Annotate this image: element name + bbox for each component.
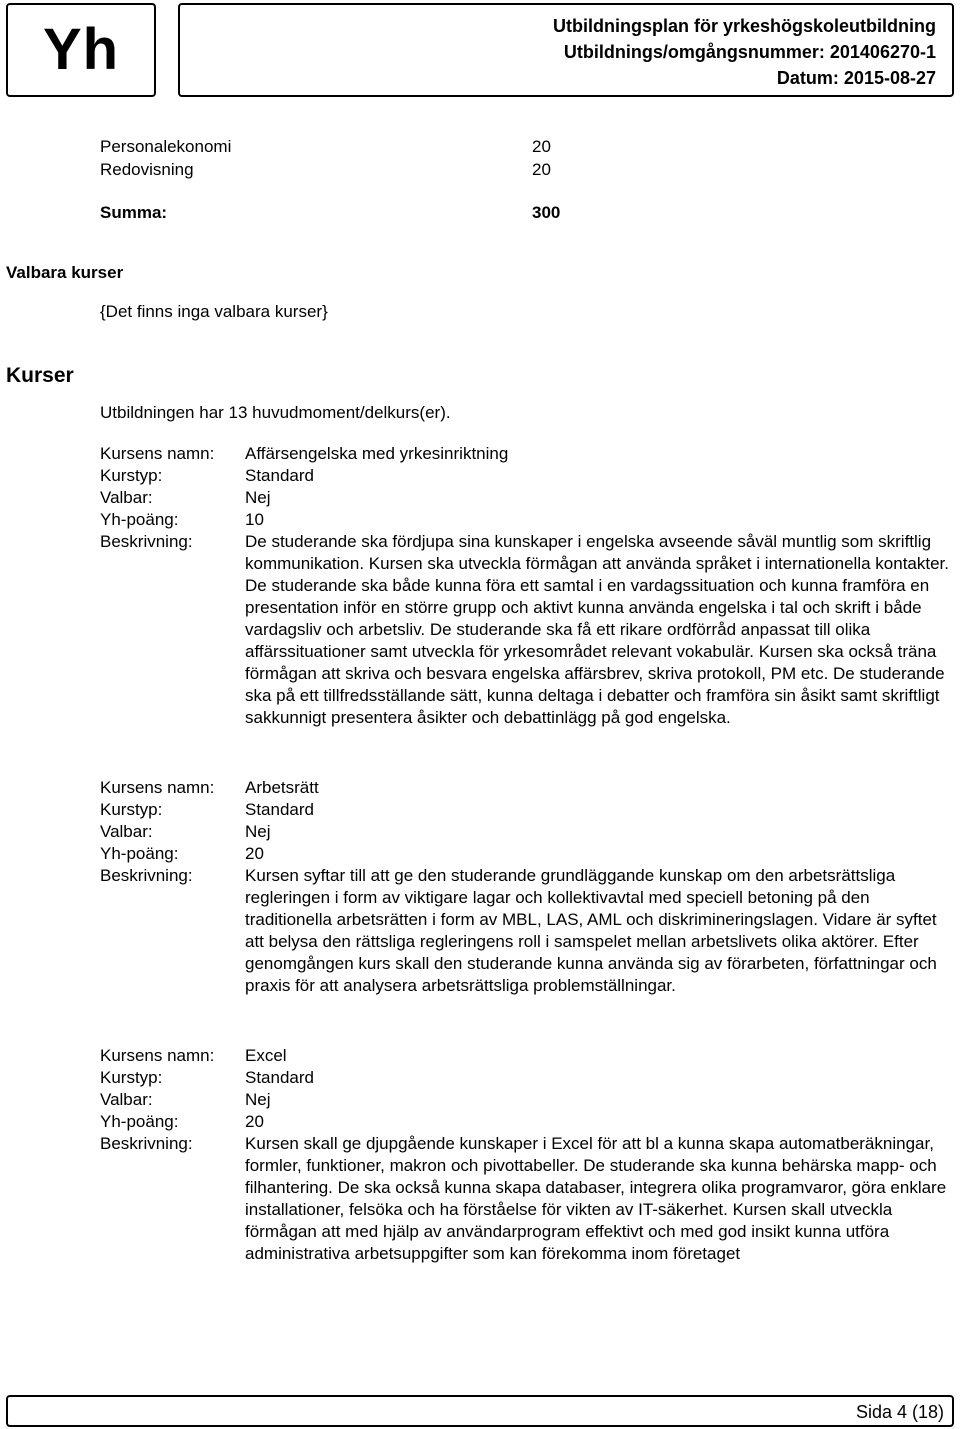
document-title: Utbildningsplan för yrkeshögskoleutbildning (552, 16, 936, 36)
elective-note: {Det finns inga valbara kurser} (100, 302, 328, 321)
logo (6, 3, 156, 97)
course-block (100, 1045, 960, 1265)
course-elective-label: Valbar: (100, 822, 153, 841)
elective-heading: Valbara kurser (6, 263, 124, 282)
course-description: Kursen syftar till att ge den studerande grundläggande kunskap om den arbetsrättsliga regleringen i form av viktigare lagar och kollektivavtal med speciell betoning på den traditionella arbetsrätten i form av MBL, LAS, AML och diskrimineringslagen. Vidare är syftet att belysa den rättsliga regleringens roll i samspelet mellan arbetslivets olika aktörer. Efter genomgången kurs skall den studerande kunna använda sig av förarbeten, författningar och praxis för att analysera arbetsrättsliga problemställningar. (245, 866, 937, 995)
course-block (100, 777, 960, 997)
points-row-value: 20 (532, 137, 551, 156)
course-points-label: Yh-poäng: (100, 510, 179, 529)
document-header (178, 3, 954, 97)
course-name-label: Kursens namn: (100, 778, 215, 797)
course-type: Standard (245, 800, 314, 819)
course-description-label: Beskrivning: (100, 1134, 193, 1153)
course-description: De studerande ska fördjupa sina kunskaper i engelska avseende såväl muntlig som skriftlig kommunikation. Kursen ska utveckla förmågan att använda språket i internationella kontakter. De studerande ska både kunna föra ett samtal i en vardagssituation och kunna framföra en presentation inför en större grupp och aktivt kunna använda engelska i tal och skrift i både vardagsliv och arbetsliv. De studerande ska få ett rikare ordförråd anpassat till olika affärssituationer samt utveckla för yrkesområdet relevant vokabulär. Kursen ska också träna förmågan att skriva och besvara engelska affärsbrev, skriva protokoll, PM etc. De studerande ska på ett tillfredsställande sätt, kunna deltaga i debatter och framföra sin åsikt samt skriftligt sakkunnigt presentera åsikter och debattinlägg på god engelska. (245, 532, 949, 727)
document-date: Datum: 2015-08-27 (776, 68, 936, 88)
course-block (100, 443, 960, 729)
points-row-name: Personalekonomi (100, 137, 232, 156)
page-footer (6, 1395, 954, 1427)
course-name: Arbetsrätt (245, 778, 319, 797)
course-type-label: Kurstyp: (100, 800, 163, 819)
course-description: Kursen skall ge djupgående kunskaper i Excel för att bl a kunna skapa automatberäkningar, formler, funktioner, makron och pivottabeller. De studerande ska kunna behärska mapp- och filhantering. De ska också kunna skapa databaser, integrera olika programvaror, göra enklare installationer, felsöka och ha förståelse för vikten av IT-säkerhet. Kursen skall utveckla förmågan att med hjälp av användarprogram effektivt och med god insikt kunna utföra administrativa arbetsuppgifter som kan förekomma inom företaget (245, 1134, 947, 1263)
course-name: Excel (245, 1046, 287, 1065)
course-elective: Nej (245, 1090, 271, 1109)
course-points: 20 (245, 1112, 264, 1131)
sum-value: 300 (532, 203, 561, 222)
course-points: 10 (245, 510, 264, 529)
course-points-label: Yh-poäng: (100, 1112, 179, 1131)
courses-heading: Kurser (6, 364, 74, 387)
course-type: Standard (245, 1068, 314, 1087)
course-type-label: Kurstyp: (100, 1068, 163, 1087)
course-name-label: Kursens namn: (100, 1046, 215, 1065)
course-elective-label: Valbar: (100, 1090, 153, 1109)
course-points-label: Yh-poäng: (100, 844, 179, 863)
course-elective: Nej (245, 488, 271, 507)
course-elective: Nej (245, 822, 271, 841)
course-elective-label: Valbar: (100, 488, 153, 507)
points-row-value: 20 (532, 160, 551, 179)
points-row-name: Redovisning (100, 160, 194, 179)
page-number: Sida 4 (18) (855, 1402, 944, 1422)
course-type-label: Kurstyp: (100, 466, 163, 485)
course-description-label: Beskrivning: (100, 532, 193, 551)
logo-text: Yh (42, 17, 120, 82)
course-type: Standard (245, 466, 314, 485)
course-description-label: Beskrivning: (100, 866, 193, 885)
course-name: Affärsengelska med yrkesinriktning (245, 444, 509, 463)
courses-intro: Utbildningen har 13 huvudmoment/delkurs(er). (100, 403, 451, 422)
education-number: Utbildnings/omgångsnummer: 201406270-1 (563, 42, 936, 62)
sum-label: Summa: (100, 203, 168, 222)
course-points: 20 (245, 844, 264, 863)
course-name-label: Kursens namn: (100, 444, 215, 463)
